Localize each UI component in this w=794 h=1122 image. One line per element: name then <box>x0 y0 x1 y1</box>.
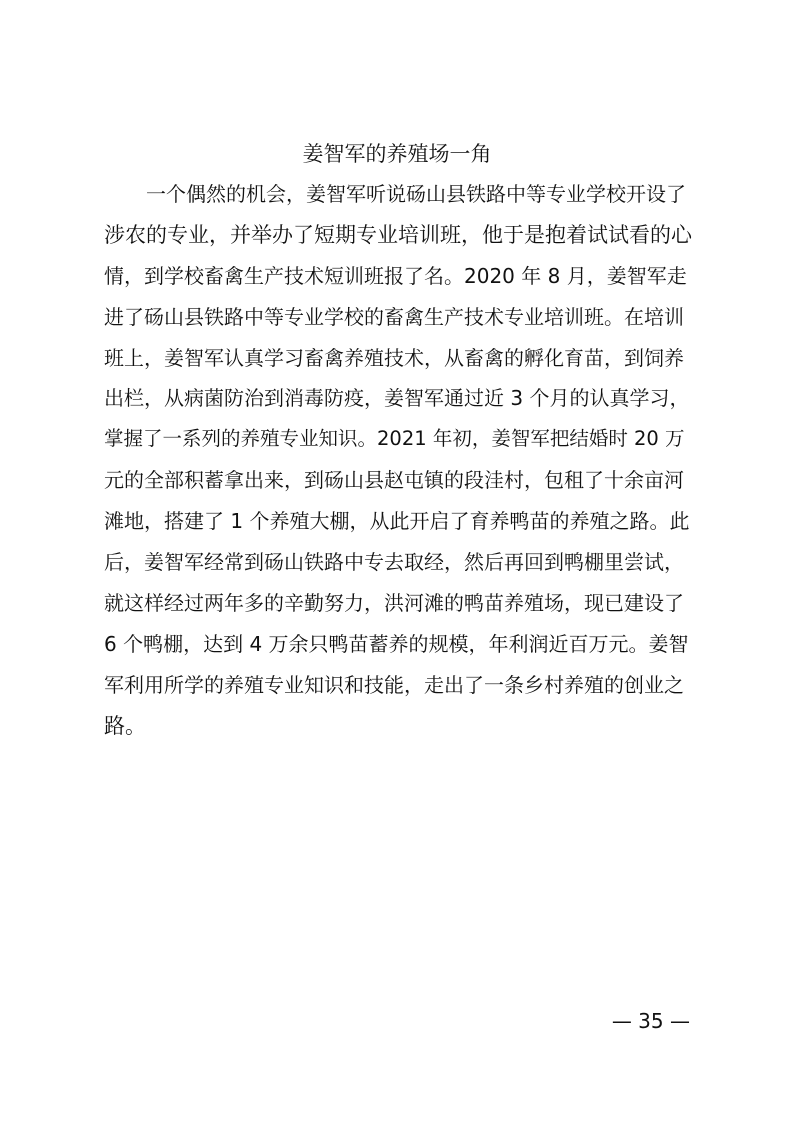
paragraph-line: 掌握了一系列的养殖专业知识。2021 年初，姜智军把结婚时 20 万 <box>104 427 685 451</box>
paragraph-line: 军利用所学的养殖专业知识和技能，走出了一条乡村养殖的创业之 <box>104 672 684 697</box>
paragraph-line: 元的全部积蓄拿出来，到砀山县赵屯镇的段洼村，包租了十余亩河 <box>104 468 684 493</box>
paragraph-line: 后，姜智军经常到砀山铁路中专去取经，然后再回到鸭棚里尝试， <box>104 550 684 575</box>
page-number: — 35 — <box>611 1009 690 1033</box>
paragraph-line: 情，到学校畜禽生产技术短训班报了名。2020 年 8 月，姜智军走 <box>104 263 687 288</box>
body-paragraph <box>104 174 694 746</box>
paragraph-line: 进了砀山县铁路中等专业学校的畜禽生产技术专业培训班。在培训 <box>104 304 684 329</box>
paragraph-line: 涉农的专业，并举办了短期专业培训班，他于是抱着试试看的心 <box>104 222 692 247</box>
paragraph-line: 6 个鸭棚，达到 4 万余只鸭苗蓄养的规模，年利润近百万元。姜智 <box>104 631 689 656</box>
paragraph-line: 一个偶然的机会，姜智军听说砀山县铁路中等专业学校开设了 <box>146 182 686 206</box>
paragraph-line: 班上，姜智军认真学习畜禽养殖技术，从畜禽的孵化育苗，到饲养 <box>104 345 684 370</box>
paragraph-line: 就这样经过两年多的辛勤努力，洪河滩的鸭苗养殖场，现已建设了 <box>104 590 684 615</box>
paragraph-line: 滩地，搭建了 1 个养殖大棚，从此开启了育养鸭苗的养殖之路。此 <box>104 509 690 534</box>
paragraph-line: 路。 <box>104 713 146 738</box>
image-caption: 姜智军的养殖场一角 <box>302 142 492 166</box>
paragraph-line: 出栏，从病菌防治到消毒防疫，姜智军通过近 3 个月的认真学习， <box>104 386 690 411</box>
